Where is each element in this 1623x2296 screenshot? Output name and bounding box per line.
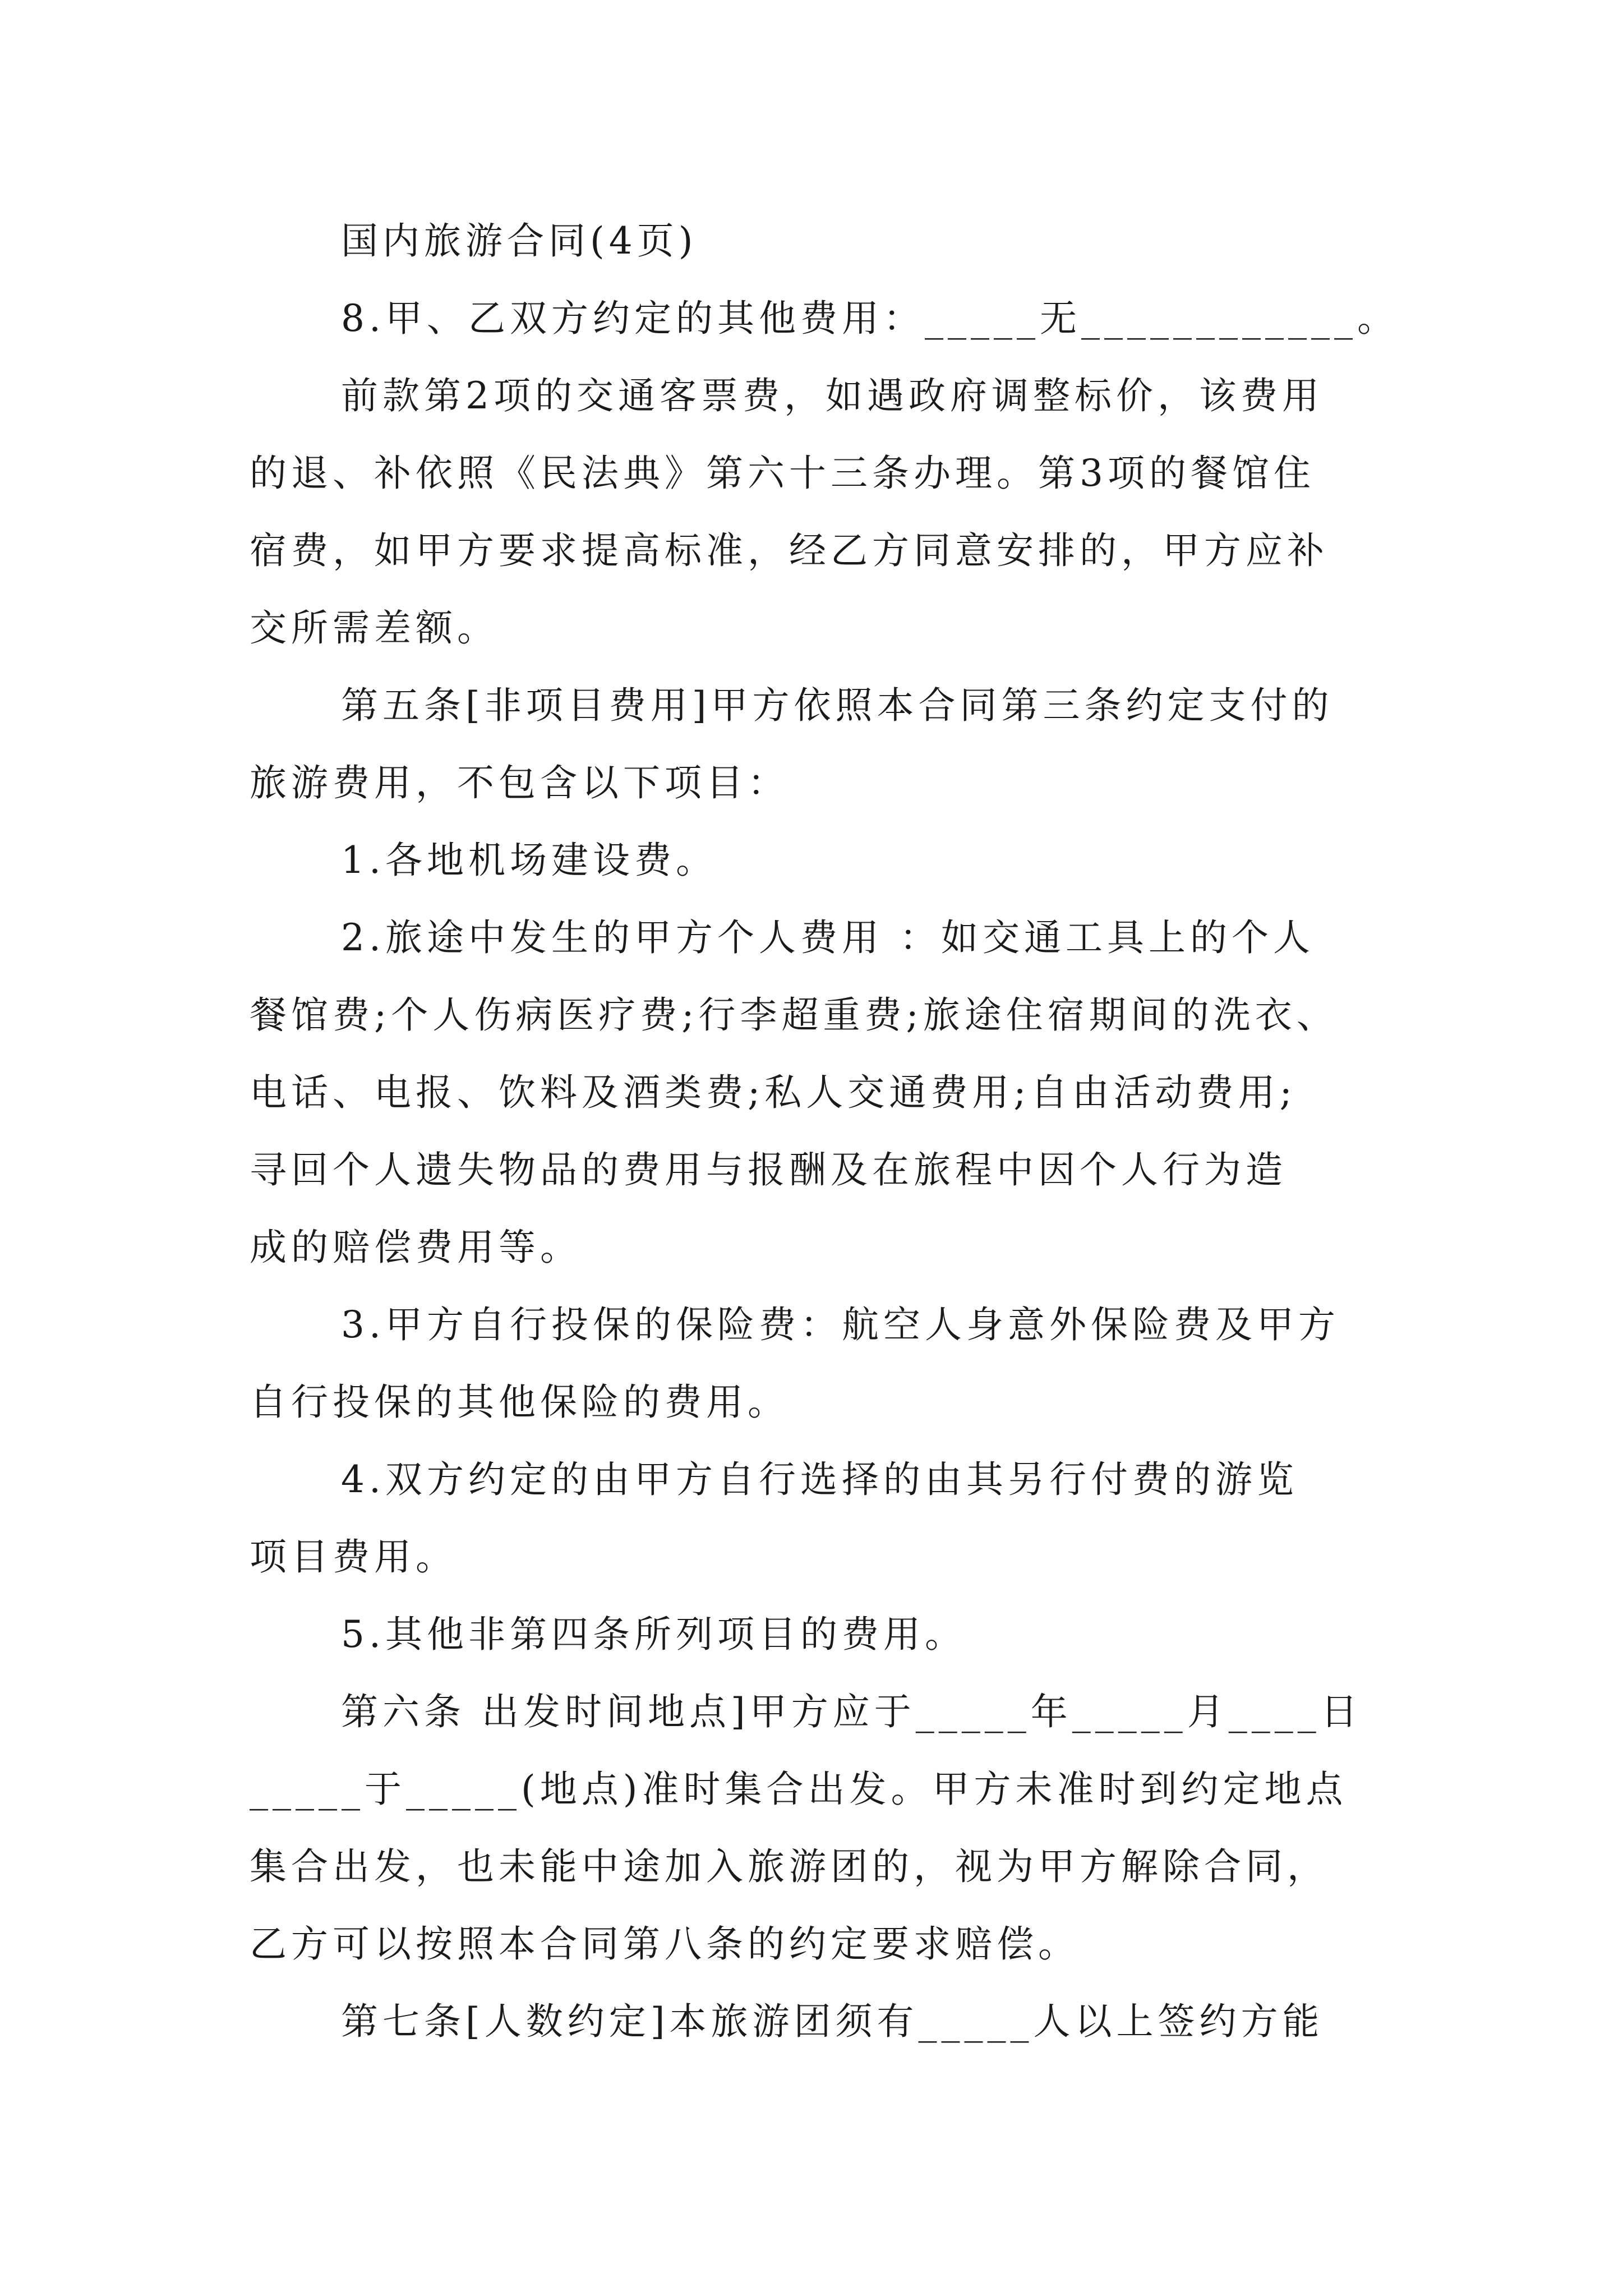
doc-line: 第五条[非项目费用]甲方依照本合同第三条约定支付的 <box>341 684 1334 727</box>
doc-line: 2.旅途中发生的甲方个人费用 ：如交通工具上的个人 <box>341 916 1315 959</box>
doc-line: 乙方可以按照本合同第八条的约定要求赔偿。 <box>250 1922 1080 1966</box>
doc-line: 电话、电报、饮料及酒类费;私人交通费用;自由活动费用; <box>250 1071 1297 1114</box>
doc-line: 1.各地机场建设费。 <box>341 839 717 882</box>
doc-line: 交所需差额。 <box>250 606 499 650</box>
doc-line: 成的赔偿费用等。 <box>250 1226 582 1269</box>
doc-line: 4.双方约定的由甲方自行选择的由其另行付费的游览 <box>341 1458 1298 1501</box>
doc-line: 8.甲、乙双方约定的其他费用：_____无____________。 <box>341 297 1399 340</box>
doc-line: _____于_____(地点)准时集合出发。甲方未准时到约定地点 <box>250 1768 1348 1811</box>
doc-line: 第七条[人数约定]本旅游团须有_____人以上签约方能 <box>341 2000 1324 2043</box>
doc-line: 餐馆费;个人伤病医疗费;行李超重费;旅途住宿期间的洗衣、 <box>250 993 1338 1037</box>
doc-line: 项目费用。 <box>250 1535 457 1579</box>
doc-line: 集合出发，也未能中途加入旅游团的，视为甲方解除合同， <box>250 1845 1329 1888</box>
doc-line: 寻回个人遗失物品的费用与报酬及在旅程中因个人行为造 <box>250 1148 1287 1191</box>
doc-title: 国内旅游合同(4页) <box>341 219 698 263</box>
doc-line: 旅游费用，不包含以下项目： <box>250 761 789 804</box>
doc-line: 前款第2项的交通客票费，如遇政府调整标价，该费用 <box>341 374 1324 417</box>
doc-line: 宿费，如甲方要求提高标准，经乙方同意安排的，甲方应补 <box>250 529 1329 572</box>
doc-line: 5.其他非第四条所列项目的费用。 <box>341 1613 966 1656</box>
doc-line: 的退、补依照《民法典》第六十三条办理。第3项的餐馆住 <box>250 452 1315 495</box>
doc-line: 第六条 出发时间地点]甲方应于_____年_____月____日 <box>341 1690 1362 1733</box>
doc-line: 自行投保的其他保险的费用。 <box>250 1381 789 1424</box>
doc-line: 3.甲方自行投保的保险费：航空人身意外保险费及甲方 <box>341 1303 1340 1346</box>
